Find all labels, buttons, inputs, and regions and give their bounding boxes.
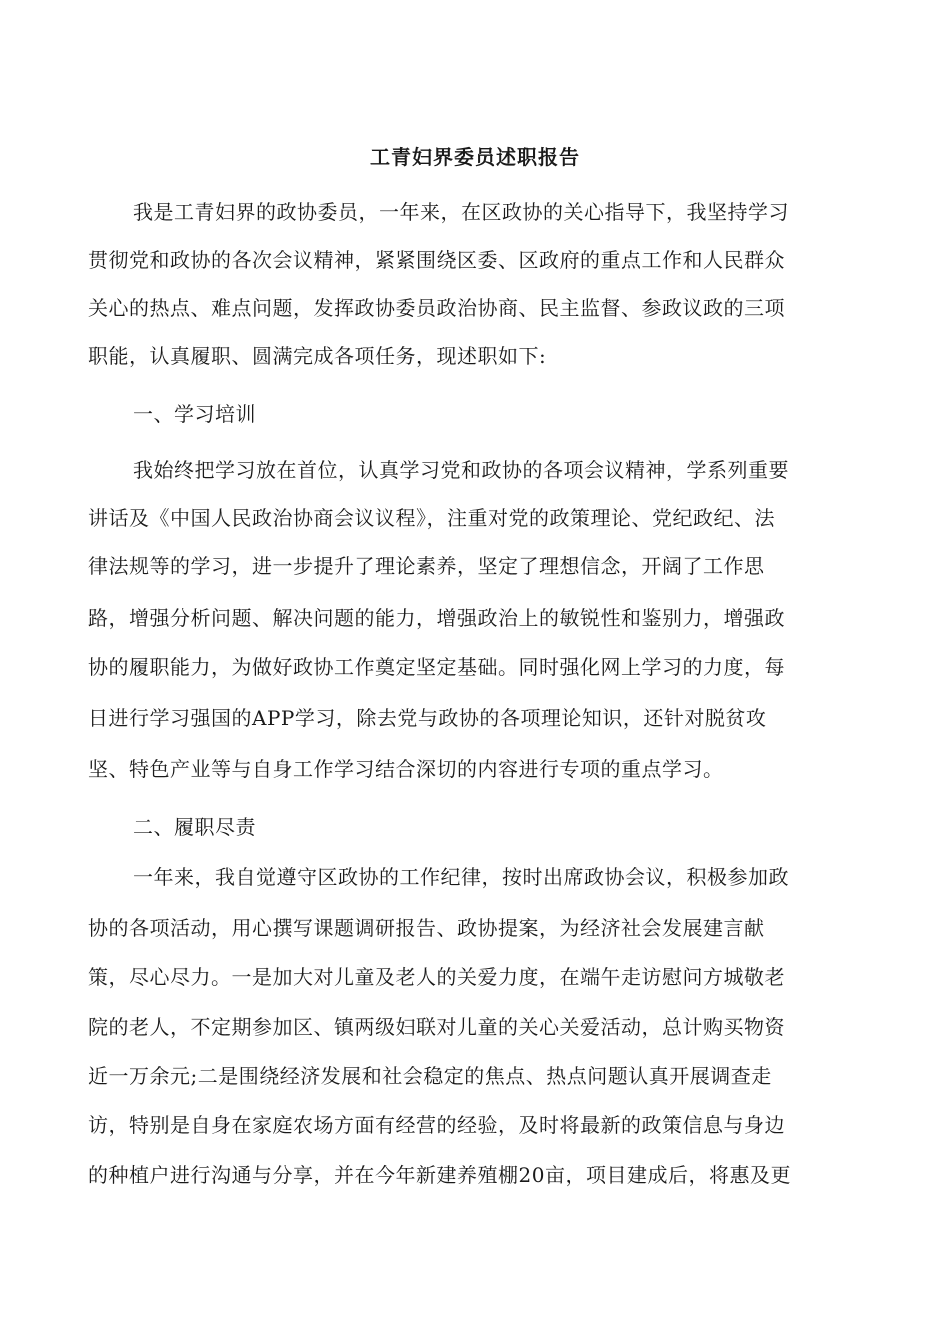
paragraph-line: 院的老人，不定期参加区、镇两级妇联对儿童的关心关爱活动，总计购买物资	[88, 1015, 785, 1039]
paragraph-line: 的种植户进行沟通与分享，并在今年新建养殖棚20亩，项目建成后，将惠及更	[88, 1163, 791, 1187]
paragraph-line: 坚、特色产业等与自身工作学习结合深切的内容进行专项的重点学习。	[88, 757, 724, 781]
paragraph-line: 关心的热点、难点问题，发挥政协委员政治协商、民主监督、参政议政的三项	[88, 296, 785, 320]
paragraph-line: 日进行学习强国的APP学习，除去党与政协的各项理论知识，还针对脱贫攻	[88, 706, 767, 730]
section-heading: 一、学习培训	[133, 402, 256, 426]
paragraph-line: 职能，认真履职、圆满完成各项任务，现述职如下:	[88, 344, 547, 368]
paragraph-line: 贯彻党和政协的各次会议精神，紧紧围绕区委、区政府的重点工作和人民群众	[88, 248, 785, 272]
paragraph-line: 协的各项活动，用心撰写课题调研报告、政协提案，为经济社会发展建言献	[88, 916, 765, 940]
document-title: 工青妇界委员述职报告	[370, 145, 580, 169]
section-heading: 二、履职尽责	[133, 815, 256, 839]
paragraph-line: 路，增强分析问题、解决问题的能力，增强政治上的敏锐性和鉴别力，增强政	[88, 606, 785, 630]
paragraph-line: 协的履职能力，为做好政协工作奠定坚定基础。同时强化网上学习的力度，每	[88, 655, 785, 679]
paragraph-line: 近一万余元;二是围绕经济发展和社会稳定的焦点、热点问题认真开展调查走	[88, 1064, 772, 1088]
paragraph-line: 讲话及《中国人民政治协商会议议程》，注重对党的政策理论、党纪政纪、法	[88, 506, 775, 530]
paragraph-line: 访，特别是自身在家庭农场方面有经营的经验，及时将最新的政策信息与身边	[88, 1113, 785, 1137]
paragraph-line: 策，尽心尽力。一是加大对儿童及老人的关爱力度，在端午走访慰问方城敬老	[88, 965, 785, 989]
paragraph-line: 我是工青妇界的政协委员，一年来，在区政协的关心指导下，我坚持学习	[133, 200, 789, 224]
paragraph-line: 一年来，我自觉遵守区政协的工作纪律，按时出席政协会议，积极参加政	[133, 865, 789, 889]
paragraph-line: 我始终把学习放在首位，认真学习党和政协的各项会议精神，学系列重要	[133, 458, 789, 482]
paragraph-line: 律法规等的学习，进一步提升了理论素养，坚定了理想信念，开阔了工作思	[88, 554, 765, 578]
